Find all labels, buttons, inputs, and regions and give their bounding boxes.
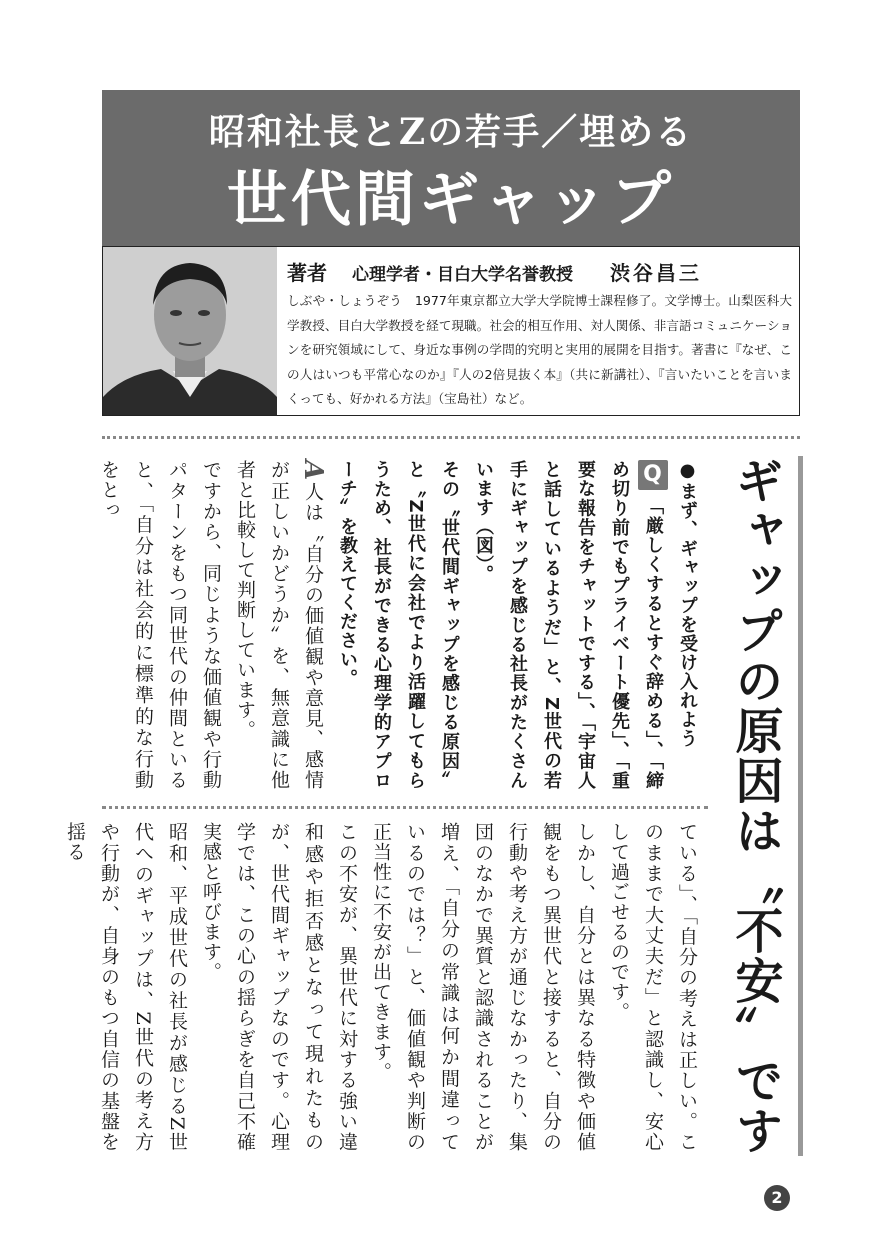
body-paragraph-4: 昭和、平成世代の社長が感じるZ世代へのギャップは、Z世代の考え方や行動が、自身のもつ自信の基盤を揺る [64,822,188,1152]
answer-text [228,460,330,790]
banner-title: 世代間ギャップ [227,165,675,235]
author-profile [102,246,800,416]
body-paragraph-1: ている」、「自分の考えは正しい。このままで大丈夫だ」と認識し、安心して過ごせるのです。 [608,822,698,1152]
divider-top [102,436,800,439]
question-body: 「厳しくするとすぐ辞める」、「締め切り前でもプライベート優先」、「重要な報告をチャットでする」、「宇宙人と話しているようだ」と、Z世代の若手にギャップを感じる社長がたくさんいます（図）。 [473,460,664,790]
question-text [466,460,670,790]
question-badge: Q [638,460,668,490]
upper-body [100,460,704,790]
question-text-2: その〝世代間ギャップを感じる原因〟と〝Z世代に会社でより活躍してもらうため、社長ができる心理学的アプローチ〟を教えてください。 [337,460,460,790]
author-label: 著者 [287,261,327,285]
answer-body: 人は〝自分の価値観や意見、感情が正しいかどうか〟を、無意識に他者と比較して判断しています。 [234,460,324,790]
title-banner [102,90,800,246]
answer-text-2: ですから、同じような価値観や行動パターンをもつ同世代の仲間といると、「自分は社会的に標準的な行動をとっ [98,460,222,790]
lower-body [64,822,704,1152]
body-paragraph-3: この不安が、異世代に対する強い違和感や拒否感となって現れたものが、世代間ギャップなのです。心理学では、この心の揺らぎを自己不確実感と呼びます。 [200,822,358,1152]
banner-subtitle: 昭和社長とZの若手／埋める [208,111,694,153]
page-number: 2 [764,1185,790,1211]
author-heading [287,257,702,286]
author-bio: しぶや・しょうぞう 1977年東京都立大学大学院博士課程修了。文学博士。山梨医科大学教授、目白大学教授を経て現職。社会的相互作用、対人関係、非言語コミュニケーションを研究領域にして、身近な事例の学問的究明と実用的展開を目指す。著書に『なぜ、この人はいつも平常心なのか』『人の2倍見抜く本』（共に新講社）、『言いたいことを言いまくっても、好かれる方法』（宝島社）など。 [287,293,792,406]
author-photo [103,247,277,415]
answer-label: A [298,460,328,482]
divider-mid [102,806,708,809]
author-role: 心理学者・目白大学名誉教授 [351,265,573,285]
section-title-column [720,456,803,1156]
section-title: ギャップの原因は〝不安〟です [727,456,783,1156]
author-name: 渋谷昌三 [609,261,702,285]
lead-line: ●まず、ギャップを受け入れよう [677,460,698,748]
body-paragraph-2: しかし、自分とは異なる特徴や価値観をもつ異世代と接すると、自分の行動や考え方が通じなかったり、集団のなかで異質と認識されることが増え、「自分の常識は何か間違っているのでは？」と、価値観や判断の正当性に不安が出てきます。 [370,822,596,1152]
